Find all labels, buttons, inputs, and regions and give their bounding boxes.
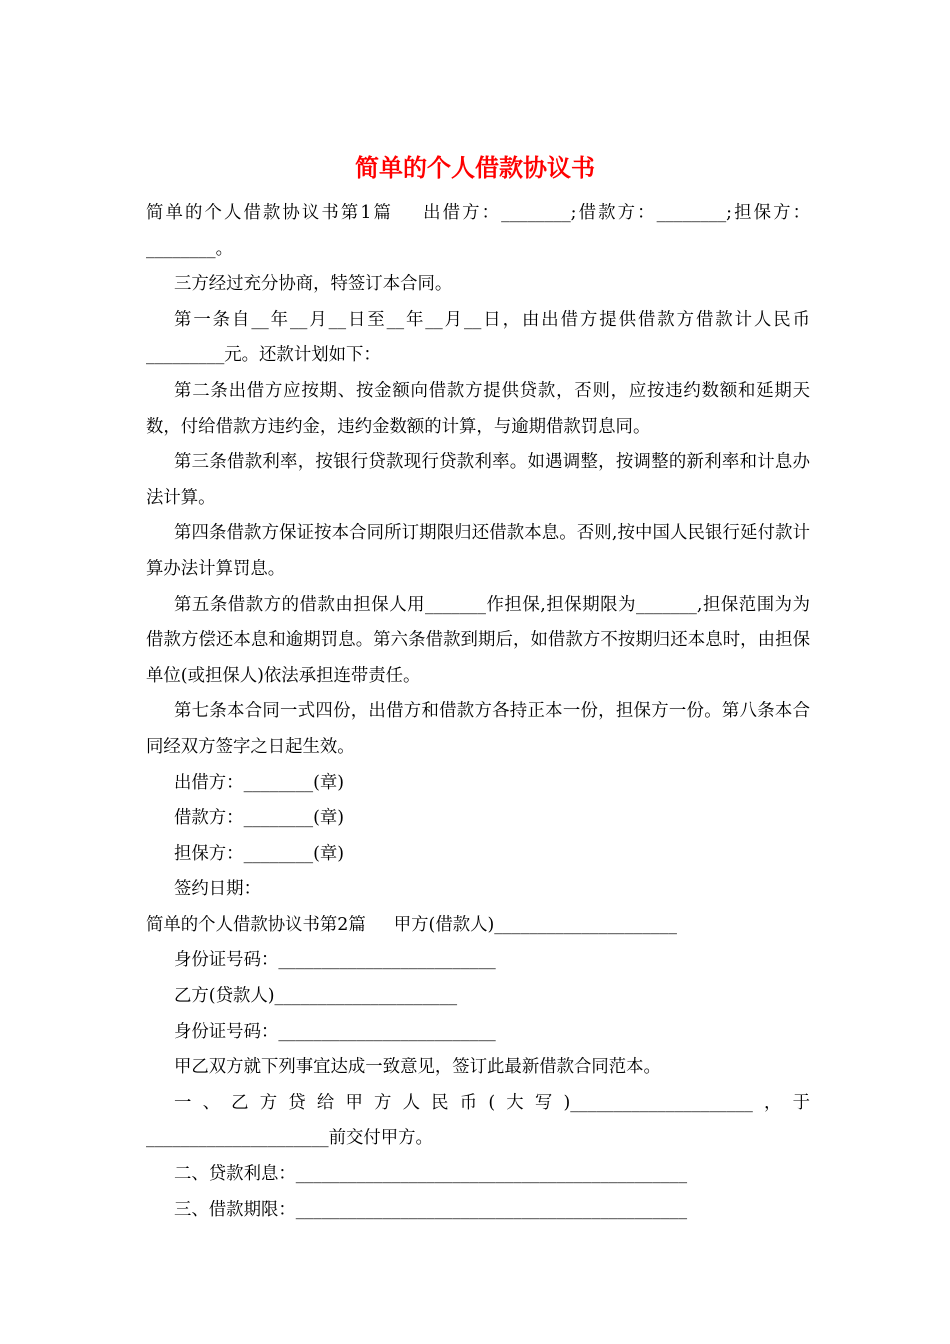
sign-guarantor: 担保方：________(章) [174, 843, 345, 864]
parties-line: 出借方：________;借款方：________;担保方：________。 [146, 203, 810, 259]
article-4: 第四条借款方保证按本合同所订期限归还借款本息。否则,按中国人民银行延付款计算办法计算罚息。 [146, 523, 810, 579]
article-3: 第三条借款利率，按银行贷款现行贷款利率。如遇调整，按调整的新利率和计息办法计算。 [146, 452, 810, 508]
document-body [146, 196, 810, 1228]
clause-3: 三、借款期限：_____________________________________________ [174, 1199, 688, 1220]
clause-1: 一、乙方贷给甲方人民币(大写)_____________________，于_____________________前交付甲方。 [146, 1092, 810, 1149]
agreement-statement: 甲乙双方就下列事宜达成一致意见，签订此最新借款合同范本。 [174, 1057, 661, 1078]
article-1: 第一条自__年__月__日至__年__月__日，由出借方提供借款方借款计人民币_________元。还款计划如下： [146, 309, 810, 366]
intro-paragraph: 三方经过充分协商，特签订本合同。 [174, 274, 453, 295]
clause-2: 二、贷款利息：_____________________________________________ [174, 1164, 688, 1185]
sign-borrower: 借款方：________(章) [174, 808, 345, 829]
part2-heading-line [146, 908, 810, 944]
sign-date: 签约日期： [174, 879, 261, 900]
part1-heading-line [146, 196, 810, 267]
article-2: 第二条出借方应按期、按金额向借款方提供贷款，否则，应按违约数额和延期天数，付给借款方违约金，违约金数额的计算，与逾期借款罚息同。 [146, 380, 810, 437]
part2-heading: 简单的个人借款协议书第2篇 [146, 914, 366, 935]
id-number-a: 身份证号码：_________________________ [174, 950, 496, 971]
party-a: 甲方(借款人)_____________________ [393, 914, 677, 935]
sign-lender: 出借方：________(章) [174, 772, 345, 793]
party-b: 乙方(贷款人)_____________________ [174, 986, 458, 1007]
part1-heading: 简单的个人借款协议书第1篇 [146, 203, 394, 223]
article-5-6: 第五条借款方的借款由担保人用_______作担保,担保期限为_______,担保范围为为借款方偿还本息和逾期罚息。第六条借款到期后，如借款方不按期归还本息时，由担保单位(或担保人)依法承担连带责任。 [146, 594, 810, 686]
article-7-8: 第七条本合同一式四份，出借方和借款方各持正本一份，担保方一份。第八条本合同经双方签字之日起生效。 [146, 701, 810, 757]
id-number-b: 身份证号码：_________________________ [174, 1021, 496, 1042]
document-title: 简单的个人借款协议书 [355, 153, 595, 182]
